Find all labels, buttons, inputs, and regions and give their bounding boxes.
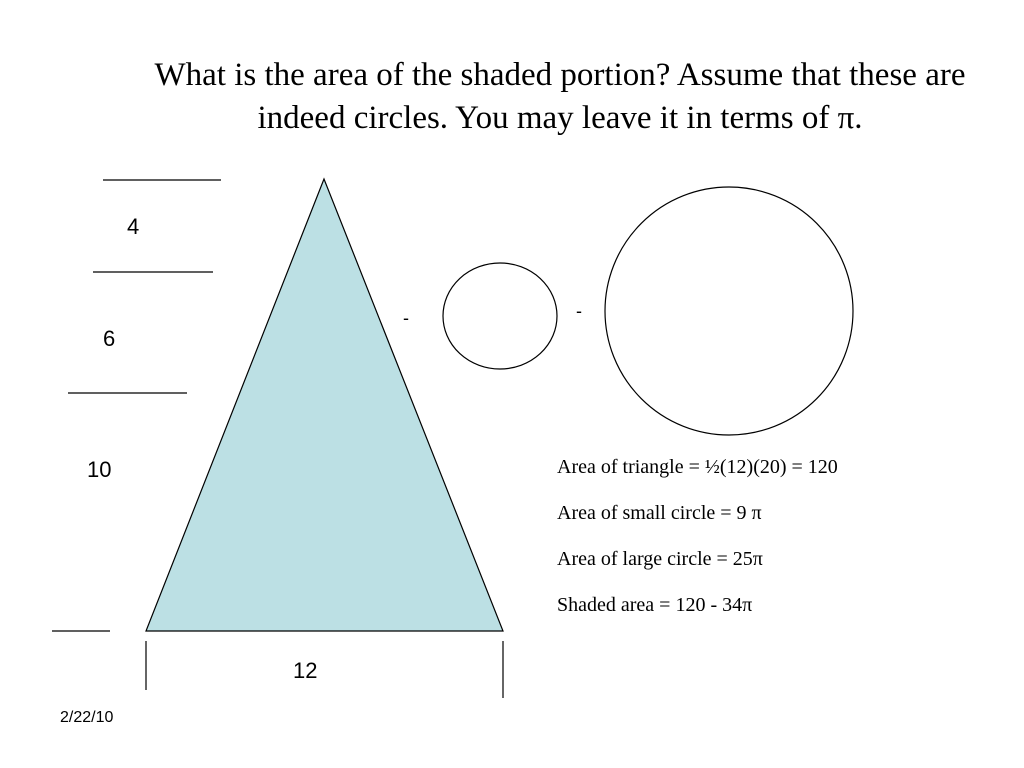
slide-date: 2/22/10 xyxy=(60,709,114,726)
shaded-triangle xyxy=(146,179,503,631)
calc-large-circle-area: Area of large circle = 25π xyxy=(557,548,763,570)
minus-sign-2: - xyxy=(576,301,582,321)
calc-triangle-area: Area of triangle = ½(12)(20) = 120 xyxy=(557,456,838,478)
large-circle xyxy=(605,187,853,435)
calc-shaded-area: Shaded area = 120 - 34π xyxy=(557,594,753,616)
calculation-list xyxy=(557,452,838,636)
calc-small-circle-area: Area of small circle = 9 π xyxy=(557,502,762,524)
slide-title: What is the area of the shaded portion? Assume that these are indeed circles. You may leave it in terms of π. xyxy=(154,57,966,136)
dimension-label-base: 12 xyxy=(293,658,318,683)
small-circle xyxy=(443,263,557,369)
dimension-label-4: 4 xyxy=(127,214,140,239)
dimension-label-10: 10 xyxy=(87,457,112,482)
dimension-label-6: 6 xyxy=(103,326,116,351)
minus-sign-1: - xyxy=(403,308,409,328)
